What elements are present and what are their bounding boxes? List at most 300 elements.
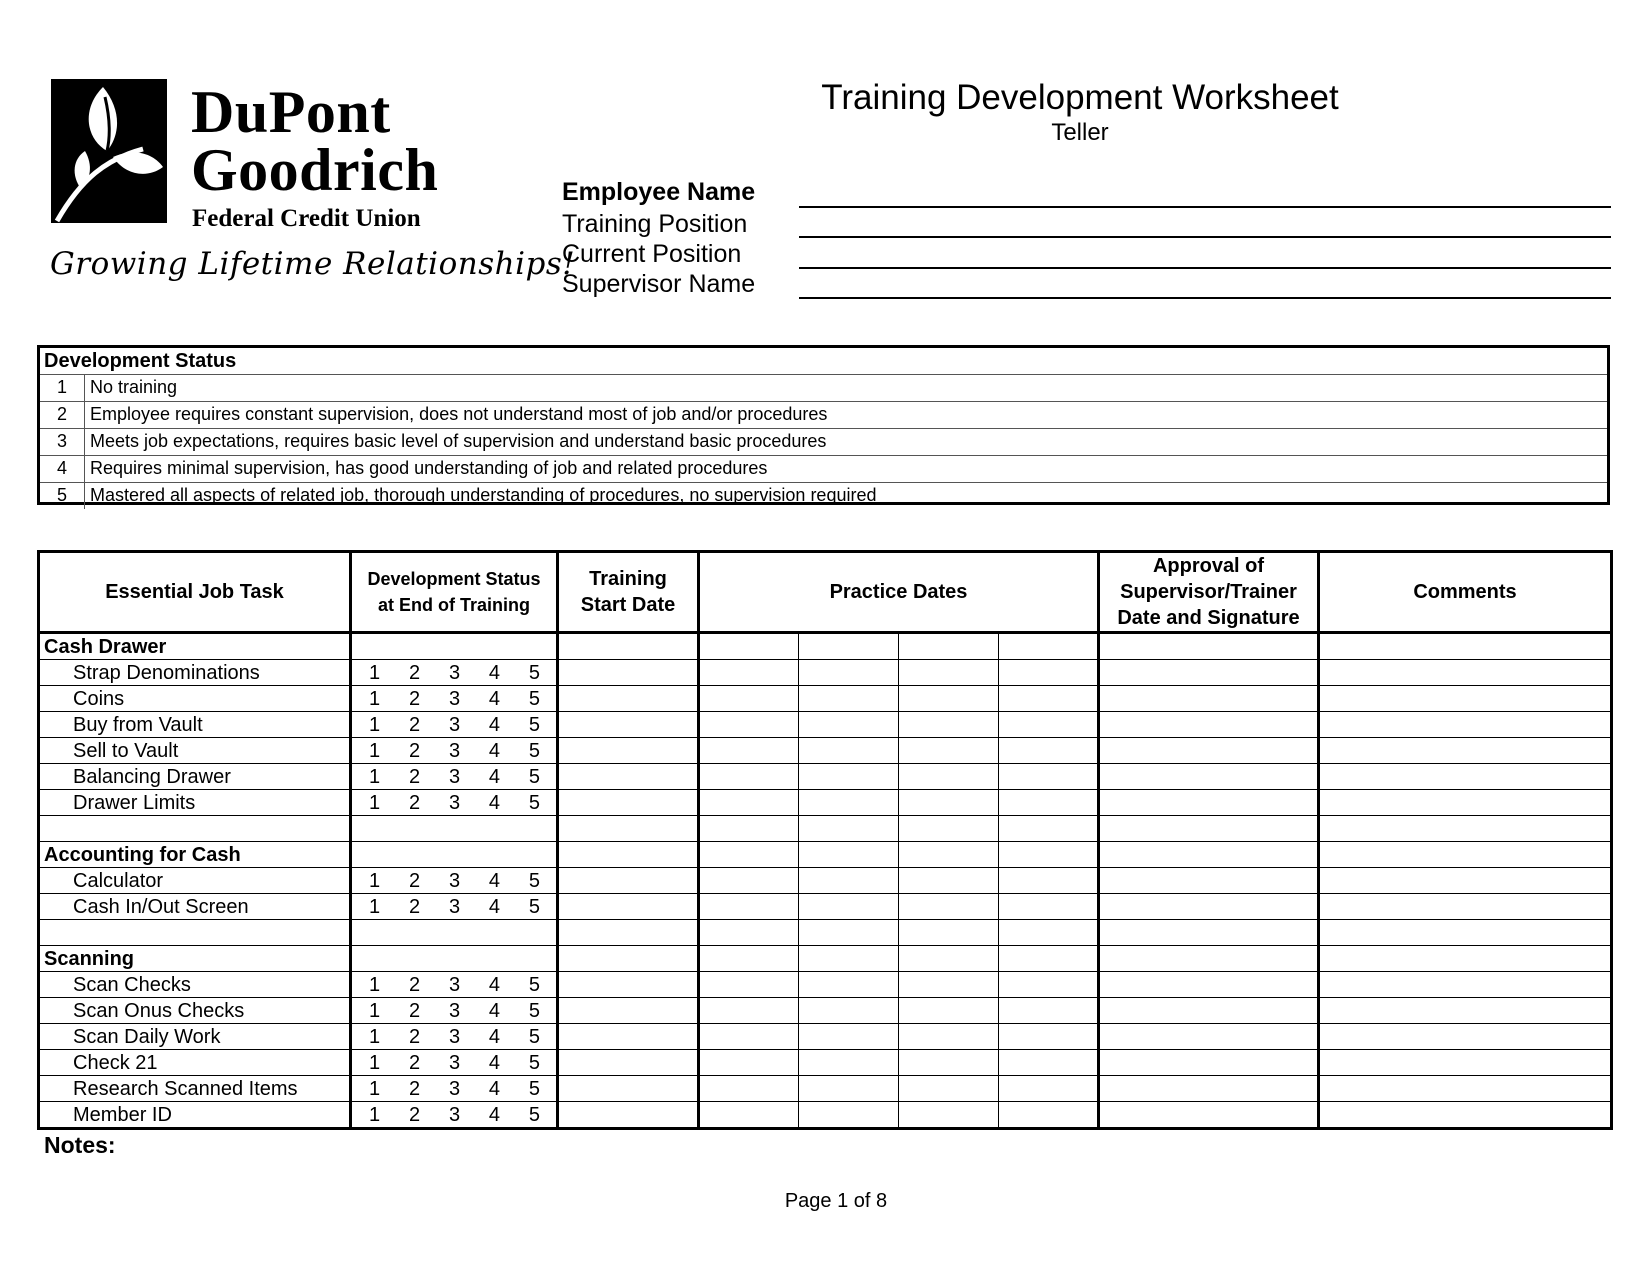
approval-cell[interactable] — [1099, 946, 1319, 972]
start-date-cell[interactable] — [558, 894, 699, 920]
blank-cell — [351, 816, 558, 842]
table-row — [39, 1050, 1612, 1076]
approval-cell[interactable] — [1099, 816, 1319, 842]
practice-date-cell[interactable] — [999, 972, 1099, 998]
logo-mark — [51, 79, 167, 223]
start-date-cell[interactable] — [558, 946, 699, 972]
table-row — [39, 790, 1612, 816]
scale-2[interactable]: 2 — [408, 895, 421, 918]
start-date-cell[interactable] — [558, 1050, 699, 1076]
practice-date-cell[interactable] — [799, 1076, 899, 1102]
scale-1[interactable]: 1 — [369, 1077, 381, 1100]
practice-date-cell[interactable] — [799, 816, 899, 842]
legend-text: Meets job expectations, requires basic level of supervision and understand basic procedures — [90, 431, 827, 451]
scale-4[interactable]: 4 — [488, 739, 501, 762]
legend-row — [40, 456, 1607, 483]
practice-date-cell[interactable] — [799, 920, 899, 946]
practice-date-cell[interactable] — [899, 842, 999, 868]
approval-cell[interactable] — [1099, 738, 1319, 764]
scale-5[interactable]: 5 — [528, 687, 540, 710]
comments-cell[interactable] — [1319, 842, 1612, 868]
practice-date-cell[interactable] — [899, 868, 999, 894]
approval-cell[interactable] — [1099, 660, 1319, 686]
practice-date-cell[interactable] — [899, 946, 999, 972]
start-date-cell[interactable] — [558, 738, 699, 764]
scale-4[interactable]: 4 — [488, 1103, 501, 1126]
scale-3[interactable]: 3 — [448, 869, 461, 892]
scale-5[interactable]: 5 — [528, 739, 540, 762]
approval-cell[interactable] — [1099, 790, 1319, 816]
scale-3[interactable]: 3 — [448, 713, 461, 736]
status-scale[interactable] — [351, 790, 558, 816]
approval-cell[interactable] — [1099, 764, 1319, 790]
table-row — [39, 764, 1612, 790]
practice-date-cell[interactable] — [899, 738, 999, 764]
practice-date-cell[interactable] — [899, 660, 999, 686]
practice-date-cell[interactable] — [699, 868, 799, 894]
practice-date-cell[interactable] — [799, 842, 899, 868]
practice-date-cell[interactable] — [999, 842, 1099, 868]
legend-text: Requires minimal supervision, has good understanding of job and related procedures — [90, 458, 768, 478]
practice-date-cell[interactable] — [699, 633, 799, 660]
section-scanning: Scanning — [39, 946, 351, 972]
scale-3[interactable]: 3 — [448, 661, 461, 684]
practice-date-cell[interactable] — [699, 712, 799, 738]
blank-row — [39, 816, 1612, 842]
employee-name-label: Employee Name — [562, 178, 756, 206]
practice-date-cell[interactable] — [999, 660, 1099, 686]
comments-cell[interactable] — [1319, 764, 1612, 790]
task-scan-checks: Scan Checks — [39, 972, 351, 998]
practice-date-cell[interactable] — [899, 894, 999, 920]
scale-1[interactable]: 1 — [369, 1025, 381, 1048]
table-row — [39, 1102, 1612, 1129]
task-scan-daily-work: Scan Daily Work — [39, 1024, 351, 1050]
practice-date-cell[interactable] — [699, 946, 799, 972]
practice-date-cell[interactable] — [799, 660, 899, 686]
status-scale[interactable] — [351, 998, 558, 1024]
scale-1[interactable]: 1 — [369, 661, 381, 684]
job-task-table — [37, 550, 1613, 1130]
training-position-label: Training Position — [562, 210, 748, 238]
scale-4[interactable]: 4 — [488, 895, 501, 918]
scale-2[interactable]: 2 — [408, 869, 421, 892]
table-row — [39, 1076, 1612, 1102]
start-date-cell[interactable] — [558, 660, 699, 686]
scale-3[interactable]: 3 — [448, 973, 461, 996]
scale-1[interactable]: 1 — [369, 713, 381, 736]
page-title: Training Development Worksheet — [821, 78, 1339, 117]
blank-row — [39, 920, 1612, 946]
practice-date-cell[interactable] — [999, 1050, 1099, 1076]
practice-date-cell[interactable] — [799, 712, 899, 738]
scale-5[interactable]: 5 — [528, 765, 540, 788]
start-date-cell[interactable] — [558, 1076, 699, 1102]
legend-text: No training — [90, 377, 178, 397]
scale-1[interactable]: 1 — [369, 687, 381, 710]
practice-date-cell[interactable] — [899, 1050, 999, 1076]
legend-row — [40, 483, 1607, 509]
practice-date-cell[interactable] — [799, 868, 899, 894]
comments-cell[interactable] — [1319, 1050, 1612, 1076]
practice-date-cell[interactable] — [999, 686, 1099, 712]
leaf-sprig-icon — [51, 79, 167, 223]
logo-tagline: Growing Lifetime Relationships! — [50, 246, 576, 282]
table-header-row — [39, 552, 1612, 633]
table-row — [39, 998, 1612, 1024]
scale-3[interactable]: 3 — [448, 1051, 461, 1074]
scale-2[interactable]: 2 — [408, 1077, 421, 1100]
comments-cell[interactable] — [1319, 894, 1612, 920]
scale-1[interactable]: 1 — [369, 1103, 381, 1126]
task-strap-denominations: Strap Denominations — [39, 660, 351, 686]
scale-5[interactable]: 5 — [528, 1077, 540, 1100]
scale-2[interactable]: 2 — [408, 739, 421, 762]
practice-date-cell[interactable] — [799, 998, 899, 1024]
approval-cell[interactable] — [1099, 894, 1319, 920]
practice-date-cell[interactable] — [899, 686, 999, 712]
practice-date-cell[interactable] — [999, 998, 1099, 1024]
legend-text: Employee requires constant supervision, does not understand most of job and/or procedures — [90, 404, 828, 424]
scale-3[interactable]: 3 — [448, 1025, 461, 1048]
comments-cell[interactable] — [1319, 1076, 1612, 1102]
scale-2[interactable]: 2 — [408, 791, 421, 814]
header-development-status — [351, 552, 558, 633]
scale-5[interactable]: 5 — [528, 869, 540, 892]
section-row — [39, 633, 1612, 660]
legend-row — [40, 402, 1607, 429]
scale-4[interactable]: 4 — [488, 765, 501, 788]
header-status-line1: Development Status — [367, 569, 541, 589]
scale-3[interactable]: 3 — [448, 999, 461, 1022]
status-cell — [351, 842, 558, 868]
scale-4[interactable]: 4 — [488, 973, 501, 996]
section-cash-drawer: Cash Drawer — [39, 633, 351, 660]
start-date-cell[interactable] — [558, 816, 699, 842]
practice-date-cell[interactable] — [799, 946, 899, 972]
scale-1[interactable]: 1 — [369, 895, 381, 918]
table-row — [39, 738, 1612, 764]
scale-5[interactable]: 5 — [528, 999, 540, 1022]
table-row — [39, 686, 1612, 712]
practice-date-cell[interactable] — [999, 712, 1099, 738]
scale-4[interactable]: 4 — [488, 1051, 501, 1074]
legend-row — [40, 375, 1607, 402]
scale-2[interactable]: 2 — [408, 1103, 421, 1126]
development-status-legend — [37, 345, 1610, 505]
legend-number: 5 — [40, 483, 85, 509]
scale-3[interactable]: 3 — [448, 895, 461, 918]
status-scale[interactable] — [351, 738, 558, 764]
practice-date-cell[interactable] — [899, 633, 999, 660]
logo-name-line2: Goodrich — [191, 137, 439, 203]
blank-cell — [39, 816, 351, 842]
practice-date-cell[interactable] — [899, 1102, 999, 1129]
comments-cell[interactable] — [1319, 816, 1612, 842]
comments-cell[interactable] — [1319, 1024, 1612, 1050]
scale-2[interactable]: 2 — [408, 765, 421, 788]
header-comments: Comments — [1319, 552, 1612, 633]
table-row — [39, 868, 1612, 894]
practice-date-cell[interactable] — [799, 972, 899, 998]
start-date-cell[interactable] — [558, 972, 699, 998]
approval-cell[interactable] — [1099, 633, 1319, 660]
comments-cell[interactable] — [1319, 972, 1612, 998]
comments-cell[interactable] — [1319, 946, 1612, 972]
scale-2[interactable]: 2 — [408, 1025, 421, 1048]
comments-cell[interactable] — [1319, 660, 1612, 686]
employee-name-field[interactable] — [799, 206, 1611, 208]
practice-date-cell[interactable] — [999, 633, 1099, 660]
scale-1[interactable]: 1 — [369, 765, 381, 788]
approval-cell[interactable] — [1099, 868, 1319, 894]
practice-date-cell[interactable] — [899, 972, 999, 998]
task-member-id: Member ID — [39, 1102, 351, 1129]
comments-cell[interactable] — [1319, 633, 1612, 660]
legend-number: 2 — [40, 402, 85, 428]
scale-3[interactable]: 3 — [448, 687, 461, 710]
practice-date-cell[interactable] — [699, 816, 799, 842]
status-scale[interactable] — [351, 686, 558, 712]
practice-date-cell[interactable] — [699, 972, 799, 998]
page-number: Page 1 of 8 — [784, 1190, 888, 1212]
legend-number: 3 — [40, 429, 85, 455]
scale-4[interactable]: 4 — [488, 999, 501, 1022]
practice-date-cell[interactable] — [699, 1050, 799, 1076]
comments-cell[interactable] — [1319, 686, 1612, 712]
scale-3[interactable]: 3 — [448, 739, 461, 762]
practice-date-cell[interactable] — [799, 738, 899, 764]
practice-date-cell[interactable] — [799, 1102, 899, 1129]
page-subtitle: Teller — [1051, 119, 1109, 146]
task-check-21: Check 21 — [39, 1050, 351, 1076]
practice-date-cell[interactable] — [999, 894, 1099, 920]
scale-4[interactable]: 4 — [488, 661, 501, 684]
notes-label: Notes: — [44, 1132, 116, 1158]
scale-1[interactable]: 1 — [369, 973, 381, 996]
approval-cell[interactable] — [1099, 1076, 1319, 1102]
task-scan-onus-checks: Scan Onus Checks — [39, 998, 351, 1024]
approval-cell[interactable] — [1099, 920, 1319, 946]
scale-2[interactable]: 2 — [408, 1051, 421, 1074]
practice-date-cell[interactable] — [699, 998, 799, 1024]
current-position-field[interactable] — [799, 267, 1611, 269]
status-scale[interactable] — [351, 868, 558, 894]
scale-2[interactable]: 2 — [408, 661, 421, 684]
approval-cell[interactable] — [1099, 1024, 1319, 1050]
start-date-cell[interactable] — [558, 920, 699, 946]
status-cell — [351, 633, 558, 660]
practice-date-cell[interactable] — [999, 920, 1099, 946]
task-cash-in-out-screen: Cash In/Out Screen — [39, 894, 351, 920]
task-drawer-limits: Drawer Limits — [39, 790, 351, 816]
scale-5[interactable]: 5 — [528, 895, 540, 918]
practice-date-cell[interactable] — [699, 738, 799, 764]
status-scale[interactable] — [351, 1076, 558, 1102]
scale-3[interactable]: 3 — [448, 1103, 461, 1126]
practice-date-cell[interactable] — [999, 816, 1099, 842]
practice-date-cell[interactable] — [699, 1024, 799, 1050]
practice-date-cell[interactable] — [699, 1102, 799, 1129]
table-row — [39, 712, 1612, 738]
scale-5[interactable]: 5 — [528, 1025, 540, 1048]
header-practice-dates: Practice Dates — [699, 552, 1099, 633]
practice-date-cell[interactable] — [899, 920, 999, 946]
practice-date-cell[interactable] — [799, 1024, 899, 1050]
scale-4[interactable]: 4 — [488, 1077, 501, 1100]
legend-title: Development Status — [40, 348, 1607, 375]
start-date-cell[interactable] — [558, 868, 699, 894]
practice-date-cell[interactable] — [799, 764, 899, 790]
scale-5[interactable]: 5 — [528, 791, 540, 814]
scale-1[interactable]: 1 — [369, 1051, 381, 1074]
scale-1[interactable]: 1 — [369, 869, 381, 892]
start-date-cell[interactable] — [558, 842, 699, 868]
training-position-field[interactable] — [799, 236, 1611, 238]
scale-3[interactable]: 3 — [448, 1077, 461, 1100]
scale-2[interactable]: 2 — [408, 999, 421, 1022]
status-scale[interactable] — [351, 764, 558, 790]
start-date-cell[interactable] — [558, 764, 699, 790]
practice-date-cell[interactable] — [699, 660, 799, 686]
scale-5[interactable]: 5 — [528, 661, 540, 684]
scale-4[interactable]: 4 — [488, 1025, 501, 1048]
header-approval-line1: Approval of — [1152, 555, 1265, 577]
scale-1[interactable]: 1 — [369, 739, 381, 762]
table-row — [39, 660, 1612, 686]
section-row — [39, 946, 1612, 972]
practice-date-cell[interactable] — [899, 998, 999, 1024]
legend-row — [40, 429, 1607, 456]
task-research-scanned-items: Research Scanned Items — [39, 1076, 351, 1102]
comments-cell[interactable] — [1319, 920, 1612, 946]
comments-cell[interactable] — [1319, 790, 1612, 816]
status-scale[interactable] — [351, 660, 558, 686]
practice-date-cell[interactable] — [899, 764, 999, 790]
approval-cell[interactable] — [1099, 998, 1319, 1024]
comments-cell[interactable] — [1319, 868, 1612, 894]
practice-date-cell[interactable] — [699, 764, 799, 790]
start-date-cell[interactable] — [558, 1102, 699, 1129]
scale-1[interactable]: 1 — [369, 999, 381, 1022]
practice-date-cell[interactable] — [999, 868, 1099, 894]
scale-2[interactable]: 2 — [408, 713, 421, 736]
logo-name-line1: DuPont — [191, 79, 391, 145]
practice-date-cell[interactable] — [699, 686, 799, 712]
comments-cell[interactable] — [1319, 712, 1612, 738]
approval-cell[interactable] — [1099, 686, 1319, 712]
legend-number: 4 — [40, 456, 85, 482]
blank-cell — [39, 920, 351, 946]
scale-4[interactable]: 4 — [488, 687, 501, 710]
status-scale[interactable] — [351, 1102, 558, 1129]
section-row — [39, 842, 1612, 868]
task-balancing-drawer: Balancing Drawer — [39, 764, 351, 790]
scale-3[interactable]: 3 — [448, 765, 461, 788]
approval-cell[interactable] — [1099, 972, 1319, 998]
status-scale[interactable] — [351, 894, 558, 920]
approval-cell[interactable] — [1099, 1102, 1319, 1129]
scale-5[interactable]: 5 — [528, 1103, 540, 1126]
status-scale[interactable] — [351, 712, 558, 738]
approval-cell[interactable] — [1099, 1050, 1319, 1076]
table-row — [39, 972, 1612, 998]
task-buy-from-vault: Buy from Vault — [39, 712, 351, 738]
practice-date-cell[interactable] — [999, 1102, 1099, 1129]
practice-date-cell[interactable] — [799, 790, 899, 816]
start-date-cell[interactable] — [558, 998, 699, 1024]
start-date-cell[interactable] — [558, 686, 699, 712]
practice-date-cell[interactable] — [699, 1076, 799, 1102]
practice-date-cell[interactable] — [699, 842, 799, 868]
start-date-cell[interactable] — [558, 712, 699, 738]
legend-text: Mastered all aspects of related job, thorough understanding of procedures, no supervision required — [90, 485, 877, 505]
scale-4[interactable]: 4 — [488, 713, 501, 736]
table-row — [39, 1024, 1612, 1050]
current-position-label: Current Position — [562, 240, 742, 268]
comments-cell[interactable] — [1319, 738, 1612, 764]
scale-1[interactable]: 1 — [369, 791, 381, 814]
header-start-line1: Training — [589, 568, 667, 590]
approval-cell[interactable] — [1099, 842, 1319, 868]
status-cell — [351, 946, 558, 972]
practice-date-cell[interactable] — [999, 1024, 1099, 1050]
practice-date-cell[interactable] — [799, 633, 899, 660]
supervisor-name-field[interactable] — [799, 297, 1611, 299]
status-scale[interactable] — [351, 1024, 558, 1050]
scale-5[interactable]: 5 — [528, 713, 540, 736]
start-date-cell[interactable] — [558, 1024, 699, 1050]
comments-cell[interactable] — [1319, 998, 1612, 1024]
status-scale[interactable] — [351, 972, 558, 998]
practice-date-cell[interactable] — [899, 816, 999, 842]
practice-date-cell[interactable] — [799, 686, 899, 712]
header-status-line2: at End of Training — [378, 595, 530, 615]
practice-date-cell[interactable] — [799, 1050, 899, 1076]
start-date-cell[interactable] — [558, 790, 699, 816]
scale-2[interactable]: 2 — [408, 687, 421, 710]
scale-5[interactable]: 5 — [528, 1051, 540, 1074]
practice-date-cell[interactable] — [999, 946, 1099, 972]
practice-date-cell[interactable] — [899, 1076, 999, 1102]
practice-date-cell[interactable] — [999, 1076, 1099, 1102]
practice-date-cell[interactable] — [699, 920, 799, 946]
table-row — [39, 894, 1612, 920]
header-approval-line3: Date and Signature — [1117, 607, 1300, 629]
scale-5[interactable]: 5 — [528, 973, 540, 996]
scale-4[interactable]: 4 — [488, 869, 501, 892]
practice-date-cell[interactable] — [699, 790, 799, 816]
practice-date-cell[interactable] — [799, 894, 899, 920]
scale-2[interactable]: 2 — [408, 973, 421, 996]
practice-date-cell[interactable] — [999, 790, 1099, 816]
approval-cell[interactable] — [1099, 712, 1319, 738]
task-calculator: Calculator — [39, 868, 351, 894]
practice-date-cell[interactable] — [999, 738, 1099, 764]
practice-date-cell[interactable] — [899, 790, 999, 816]
practice-date-cell[interactable] — [699, 894, 799, 920]
comments-cell[interactable] — [1319, 1102, 1612, 1129]
status-scale[interactable] — [351, 1050, 558, 1076]
header-start-line2: Start Date — [580, 594, 676, 616]
practice-date-cell[interactable] — [899, 1024, 999, 1050]
practice-date-cell[interactable] — [999, 764, 1099, 790]
start-date-cell[interactable] — [558, 633, 699, 660]
practice-date-cell[interactable] — [899, 712, 999, 738]
logo-subtitle: Federal Credit Union — [192, 205, 421, 232]
scale-3[interactable]: 3 — [448, 791, 461, 814]
scale-4[interactable]: 4 — [488, 791, 501, 814]
